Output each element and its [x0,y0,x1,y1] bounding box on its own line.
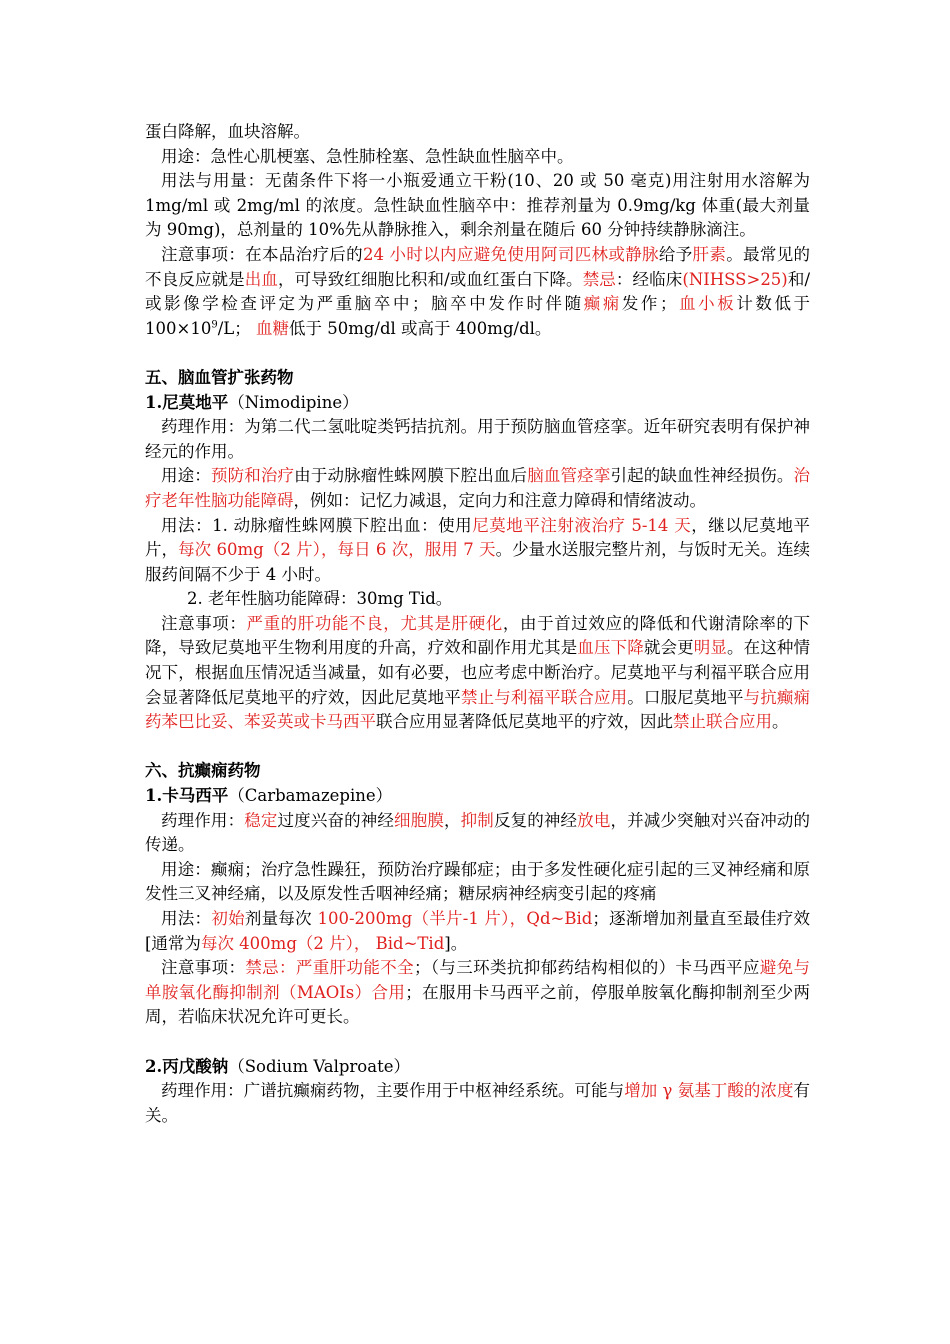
text-run: 2. 老年性脑功能障碍：30mg Tid。 [187,589,453,609]
paragraph [145,587,810,612]
text-run: 由于动脉瘤性蛛网膜下腔出血后 [294,466,528,486]
blank-line [145,341,810,366]
section-heading [145,366,810,391]
drug-title [145,391,810,416]
text-run: 和/或影像学检查评定为严重脑卒中；脑卒中发作时伴随 [145,269,811,314]
text-run: 注意事项： [161,613,247,633]
paragraph [145,907,810,956]
highlighted-text: 明显 [693,638,728,658]
paragraph [145,464,810,513]
highlighted-text: 稳定 [244,810,278,830]
highlighted-text: 血压下降 [577,638,644,658]
highlighted-text: 避免与单胺氧化酶抑制剂（MAOIs）合用 [145,958,811,1002]
text-run: 1.卡马西平 [145,786,229,806]
text-run: 用途：急性心肌梗塞、急性肺栓塞、急性缺血性脑卒中。 [161,146,574,166]
text-run: 药理作用：广谱抗癫痫药物，主要作用于中枢神经系统。可能与 [161,1081,625,1101]
text-run: 。口服尼莫地平 [627,687,744,707]
text-run: ：经临床 [615,269,683,289]
text-run: 用法： [161,909,212,928]
highlighted-text: 增加 γ 氨基丁酸的浓度 [624,1081,794,1101]
highlighted-text: 癫痫 [583,294,622,314]
text-run: 六、抗癫痫药物 [145,761,261,781]
text-run: 过度兴奋的神经 [277,810,395,830]
paragraph [145,120,810,145]
text-run: ；在服用卡马西平之前，停服单胺氧化酶抑制剂至少两周，若临床状况允许可更长。 [145,982,811,1027]
text-run: 用法：1. 动脉瘤性蛛网膜下腔出血：使用 [161,515,473,535]
text-run: 引起的缺血性神经损伤。 [610,466,794,486]
text-run: （Sodium Valproate） [228,1056,410,1076]
drug-title [145,1055,810,1080]
text-run: ，并减少突触对兴奋冲动的传递。 [145,810,811,855]
drug-title [145,784,810,809]
highlighted-text: 与抗癫痫药苯巴比妥、苯妥英或卡马西平 [145,687,811,732]
text-run: 发作； [621,294,677,314]
highlighted-text: 24 小时以内应避免使用阿司匹林或静脉 [362,244,659,264]
text-run: ，由于首过效应的降低和代谢清除率的下降，导致尼莫地平生物利用度的升高，疗效和副作用尤其是 [145,613,811,658]
paragraph [145,169,810,243]
paragraph [145,243,810,341]
text-run: 五、脑血管扩张药物 [145,367,294,387]
paragraph [145,612,810,735]
highlighted-text: 脑血管痉挛 [527,466,611,486]
text-run: 用法与用量：无菌条件下将一小瓶爱通立干粉(10、20 或 50 毫克)用注射用水溶解为 1mg/ml 或 2mg/ml 的浓度。急性缺血性脑卒中：推荐剂量为 0.9mg/kg 体重(最大剂量为 90mg)，总剂量的 10%先从静脉推入，剩余剂量在随后 60 分钟持续静脉滴注。 [145,171,810,240]
text-run: /L； [217,318,256,338]
highlighted-text: 抑制 [460,810,494,830]
paragraph [145,956,810,1030]
highlighted-text: 禁忌 [582,269,616,289]
text-run: 计数低于 100×10 [145,294,811,338]
highlighted-text: 禁止联合应用 [673,712,772,732]
paragraph [145,415,810,464]
paragraph [145,809,810,858]
highlighted-text: 细胞膜 [394,810,444,830]
highlighted-text: 每次 60mg（2 片），每日 6 次，服用 7 天 [178,540,496,560]
highlighted-text: (NIHSS>25) [682,269,788,289]
highlighted-text: 出血 [244,269,278,289]
blank-line [145,735,810,760]
highlighted-text: 禁忌：严重肝功能不全 [245,958,414,978]
text-run: ，例如：记忆力减退，定向力和注意力障碍和情绪波动。 [293,490,706,510]
document-page [145,120,810,1128]
text-run: 注意事项：在本品治疗后的 [161,244,363,264]
text-run: 2.丙戊酸钠 [145,1056,229,1076]
paragraph [145,1079,810,1128]
blank-line [145,1030,810,1055]
highlighted-text: 预防和治疗 [210,466,295,486]
text-run: 给予 [658,244,693,264]
text-run: 1.尼莫地平 [145,392,229,412]
text-run: 注意事项： [161,958,246,978]
highlighted-text: 100-200mg（半片-1 片），Qd~Bid [317,909,593,928]
highlighted-text: 血小板 [676,294,737,314]
text-run: 用途：癫痫；治疗急性躁狂，预防治疗躁郁症；由于多发性硬化症引起的三叉神经痛和原发性三叉神经痛，以及原发性舌咽神经痛；糖尿病神经病变引起的疼痛 [145,859,810,904]
text-run: 药理作用：为第二代二氢吡啶类钙拮抗剂。用于预防脑血管痉挛。近年研究表明有保护神经元的作用。 [145,417,810,461]
text-run: （Carbamazepine） [228,786,393,806]
highlighted-text: 尼莫地平注射液治疗 5-14 天 [472,515,692,535]
paragraph [145,145,810,170]
section-heading [145,759,810,784]
text-run: 用途： [161,466,211,486]
text-run: 。在这种情况下，根据血压情况适当减量，如有必要，也应考虑中断治疗。尼莫地平与利福平联合应用会显著降低尼莫地平的疗效，因此尼莫地平 [145,638,811,707]
text-run: ，可导致红细胞比积和/或血红蛋白下降。 [277,269,583,289]
text-run: 。 [772,712,789,732]
text-run: 9 [211,319,218,331]
text-run: ；逐渐增加剂量直至最佳疗效[通常为 [145,909,811,953]
text-run: 就会更 [643,638,694,658]
paragraph [145,514,810,588]
text-run: ；（与三环类抗抑郁药结构相似的）卡马西平应 [413,958,760,978]
text-run: 有关。 [145,1081,811,1125]
highlighted-text: 严重的肝功能不良，尤其是肝硬化 [246,613,503,633]
highlighted-text: 肝素 [692,244,727,264]
paragraph [145,858,810,907]
highlighted-text: 治疗老年性脑功能障碍 [145,466,811,510]
text-run: ，继以尼莫地平片， [145,515,811,560]
highlighted-text: 血糖 [255,318,289,338]
text-run: 药理作用： [161,810,245,830]
highlighted-text: 初始 [211,909,245,928]
text-run: 蛋白降解，血块溶解。 [145,122,310,141]
text-run: 反复的神经 [493,810,578,830]
text-run: ]。 [444,933,468,953]
text-run: ， [443,810,461,830]
text-run: （Nimodipine） [228,392,359,412]
text-run: 。少量水送服完整片剂，与饭时无关。连续服药间隔不少于 4 小时。 [145,540,811,584]
highlighted-text: 放电 [577,810,611,830]
text-run: 。最常见的不良反应就是 [145,244,811,289]
text-run: 低于 50mg/dl 或高于 400mg/dl。 [288,318,552,338]
text-run: 联合应用显著降低尼莫地平的疗效，因此 [376,712,673,732]
text-run: 剂量每次 [244,909,318,928]
highlighted-text: 禁止与利福平联合应用 [460,687,628,707]
highlighted-text: 每次 400mg（2 片）， Bid~Tid [200,933,445,953]
